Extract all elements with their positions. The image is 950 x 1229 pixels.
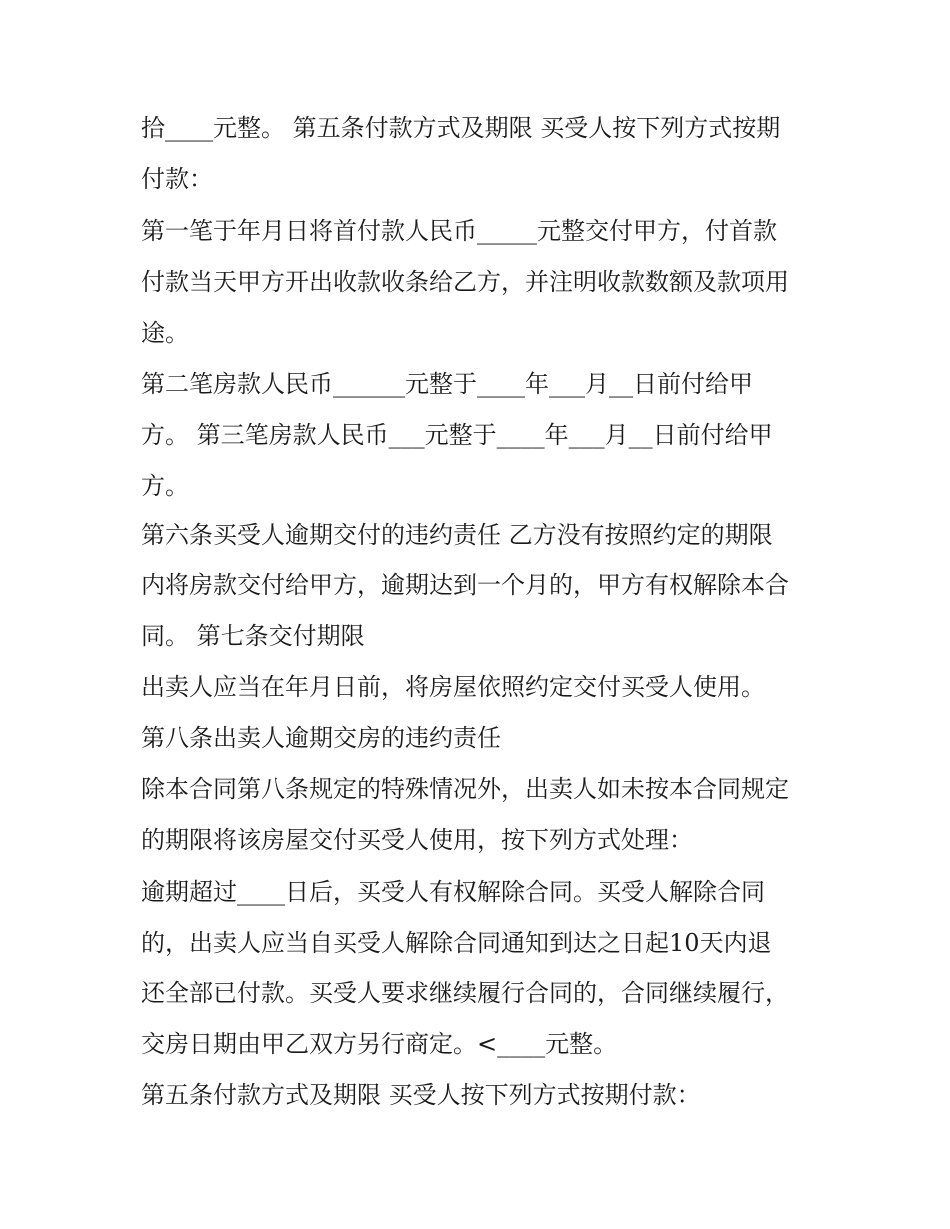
text-line: 还全部已付款。买受人要求继续履行合同的，合同继续履行， [141,979,789,1007]
text-line: 付款当天甲方开出收款收条给乙方，并注明收款数额及款项用 [141,268,789,296]
text-line: 交房日期由甲乙双方另行商定。<____元整。 [141,1030,618,1058]
text-line: 第八条出卖人逾期交房的违约责任 [141,724,501,752]
text-line: 内将房款交付给甲方，逾期达到一个月的，甲方有权解除本合 [141,571,789,599]
text-line: 方。 [141,472,189,500]
text-line: 的，出卖人应当自买受人解除合同通知到达之日起10天内退 [141,929,772,957]
text-line: 第一笔于年月日将首付款人民币_____元整交付甲方，付首款 [141,217,777,245]
text-line: 拾____元整。 第五条付款方式及期限 买受人按下列方式按期 [141,114,781,142]
text-line: 除本合同第八条规定的特殊情况外，出卖人如未按本合同规定 [141,775,789,803]
text-line: 第六条买受人逾期交付的违约责任 乙方没有按照约定的期限 [141,521,773,549]
text-line: 第二笔房款人民币______元整于____年___月__日前付给甲 [141,370,753,398]
text-line: 出卖人应当在年月日前，将房屋依照约定交付买受人使用。 [141,673,765,701]
text-line: 第五条付款方式及期限 买受人按下列方式按期付款： [141,1081,701,1109]
text-line: 逾期超过____日后，买受人有权解除合同。买受人解除合同 [141,878,765,906]
text-line: 付款： [141,165,213,193]
text-line: 途。 [141,319,189,347]
text-line: 方。 第三笔房款人民币___元整于____年___月__日前付给甲 [141,421,773,449]
text-line: 同。 第七条交付期限 [141,622,365,650]
text-line: 的期限将该房屋交付买受人使用，按下列方式处理： [141,826,693,854]
